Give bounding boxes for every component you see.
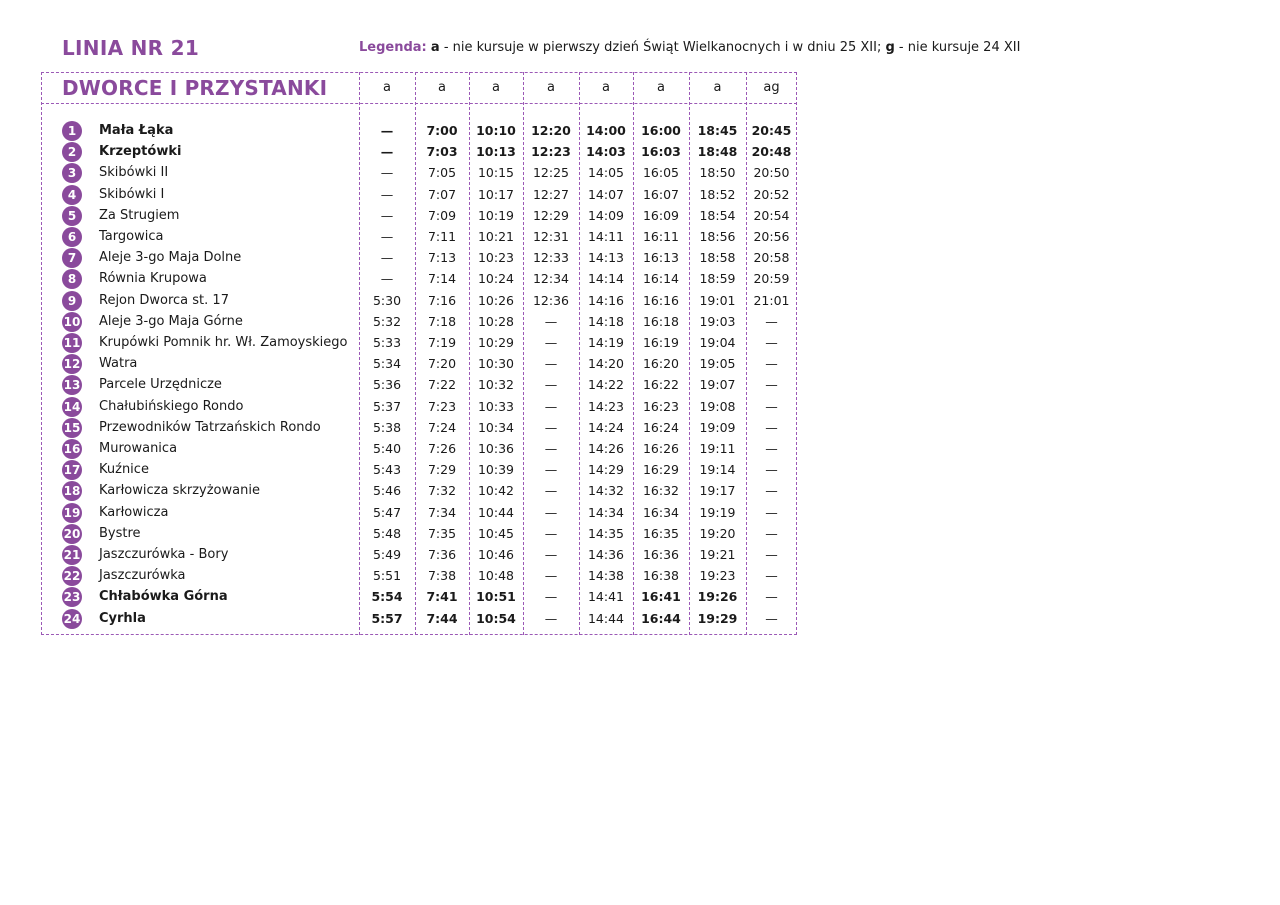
departure-time: 12:34 <box>532 271 570 286</box>
departure-time: 10:26 <box>477 293 515 308</box>
legend-desc-a: - nie kursuje w pierwszy dzień Świąt Wielkanocnych i w dniu 25 XII; <box>439 40 886 55</box>
departure-time: 10:29 <box>477 335 515 350</box>
departure-time: 5:49 <box>372 547 402 562</box>
departure-time: — <box>544 611 558 626</box>
departure-time: 10:15 <box>477 165 515 180</box>
departure-time: 18:54 <box>699 208 736 223</box>
departure-time: 16:44 <box>641 611 681 626</box>
departure-time: 7:19 <box>427 335 457 350</box>
stop-name: Parcele Urzędnicze <box>99 377 222 392</box>
departure-time: — <box>380 250 394 265</box>
departure-time: 19:07 <box>699 377 736 392</box>
column-header: a <box>657 80 665 95</box>
departure-time: — <box>765 420 778 435</box>
table-row <box>0 587 800 608</box>
stop-name: Cyrhla <box>99 611 146 626</box>
departure-time: 19:09 <box>699 420 736 435</box>
departure-time: 5:57 <box>371 611 403 626</box>
departure-time: 16:26 <box>642 441 680 456</box>
departure-time: — <box>380 123 394 138</box>
departure-time: — <box>544 356 558 371</box>
departure-time: 16:05 <box>642 165 680 180</box>
departure-time: 10:13 <box>476 144 516 159</box>
departure-time: 19:05 <box>699 356 736 371</box>
stop-number-badge: 11 <box>62 333 82 353</box>
departure-time: 18:45 <box>697 123 738 138</box>
table-header-title: DWORCE I PRZYSTANKI <box>62 76 328 100</box>
stop-number-badge: 9 <box>62 291 82 311</box>
departure-time: 5:38 <box>372 420 402 435</box>
departure-time: 16:22 <box>642 377 680 392</box>
column-header: ag <box>763 80 780 95</box>
departure-time: — <box>544 547 558 562</box>
departure-time: — <box>765 356 778 371</box>
departure-time: — <box>544 314 558 329</box>
stop-name: Aleje 3-go Maja Górne <box>99 314 243 329</box>
table-row <box>0 481 800 502</box>
departure-time: 10:45 <box>477 526 515 541</box>
departure-time: 14:07 <box>587 187 625 202</box>
stop-name: Skibówki II <box>99 165 169 180</box>
table-row <box>0 524 800 545</box>
table-row <box>0 227 800 248</box>
departure-time: 18:59 <box>699 271 736 286</box>
table-row <box>0 312 800 333</box>
departure-time: 19:21 <box>699 547 736 562</box>
stop-name: Za Strugiem <box>99 208 180 223</box>
departure-time: — <box>380 208 394 223</box>
departure-time: — <box>544 462 558 477</box>
stop-name: Murowanica <box>99 441 178 456</box>
departure-time: — <box>765 547 778 562</box>
departure-time: 14:24 <box>587 420 625 435</box>
table-row <box>0 545 800 566</box>
departure-time: 16:24 <box>642 420 680 435</box>
legend <box>359 40 1020 55</box>
stop-name: Mała Łąka <box>99 123 174 138</box>
departure-time: — <box>765 377 778 392</box>
departure-time: 10:19 <box>477 208 515 223</box>
departure-time: 12:36 <box>532 293 570 308</box>
stop-number-badge: 14 <box>62 397 82 417</box>
legend-key-g: g <box>885 40 895 55</box>
departure-time: 14:22 <box>587 377 625 392</box>
stop-name: Rejon Dworca st. 17 <box>99 293 229 308</box>
departure-time: 16:36 <box>642 547 680 562</box>
departure-time: — <box>544 526 558 541</box>
departure-time: 5:30 <box>372 293 402 308</box>
departure-time: 10:51 <box>476 589 516 604</box>
table-row <box>0 503 800 524</box>
departure-time: 16:09 <box>642 208 680 223</box>
departure-time: 7:34 <box>427 505 457 520</box>
table-row <box>0 609 800 630</box>
departure-time: 16:23 <box>642 399 680 414</box>
departure-time: — <box>380 165 394 180</box>
departure-time: 16:19 <box>642 335 680 350</box>
departure-time: — <box>765 483 778 498</box>
departure-time: — <box>765 462 778 477</box>
departure-time: 10:23 <box>477 250 515 265</box>
departure-time: 12:31 <box>532 229 570 244</box>
stop-name: Jaszczurówka <box>99 568 186 583</box>
stop-name: Równia Krupowa <box>99 271 207 286</box>
departure-time: 14:20 <box>587 356 625 371</box>
departure-time: 5:36 <box>372 377 402 392</box>
departure-time: 10:30 <box>477 356 515 371</box>
table-row <box>0 354 800 375</box>
departure-time: 19:03 <box>699 314 736 329</box>
departure-time: 10:33 <box>477 399 515 414</box>
departure-time: 7:41 <box>426 589 458 604</box>
departure-time: 16:35 <box>642 526 680 541</box>
header-divider <box>41 103 797 104</box>
table-row <box>0 185 800 206</box>
departure-time: 20:48 <box>751 144 792 159</box>
legend-key-a: a <box>430 40 440 55</box>
departure-time: 14:38 <box>587 568 625 583</box>
departure-time: 12:23 <box>531 144 571 159</box>
stop-number-badge: 21 <box>62 545 82 565</box>
departure-time: 14:11 <box>587 229 625 244</box>
departure-time: 18:58 <box>699 250 736 265</box>
column-header: a <box>383 80 391 95</box>
departure-time: 7:22 <box>427 377 457 392</box>
departure-time: 14:14 <box>587 271 625 286</box>
departure-time: 10:36 <box>477 441 515 456</box>
stop-number-badge: 20 <box>62 524 82 544</box>
departure-time: — <box>765 335 778 350</box>
departure-time: 10:46 <box>477 547 515 562</box>
stop-name: Krzeptówki <box>99 144 182 159</box>
table-row <box>0 439 800 460</box>
departure-time: — <box>765 441 778 456</box>
departure-time: 5:46 <box>372 483 402 498</box>
table-row <box>0 418 800 439</box>
departure-time: 12:27 <box>532 187 570 202</box>
departure-time: 5:34 <box>372 356 402 371</box>
departure-time: 10:28 <box>477 314 515 329</box>
departure-time: 20:59 <box>753 271 790 286</box>
departure-time: 7:26 <box>427 441 457 456</box>
departure-time: 14:05 <box>587 165 625 180</box>
departure-time: 7:29 <box>427 462 457 477</box>
departure-time: 16:32 <box>642 483 680 498</box>
table-row <box>0 248 800 269</box>
departure-time: — <box>765 399 778 414</box>
table-row <box>0 121 800 142</box>
column-header: a <box>438 80 446 95</box>
departure-time: 16:16 <box>642 293 680 308</box>
legend-label: Legenda: <box>359 40 427 55</box>
departure-time: 19:17 <box>699 483 736 498</box>
departure-time: 7:23 <box>427 399 457 414</box>
stop-number-badge: 3 <box>62 163 82 183</box>
departure-time: 14:23 <box>587 399 625 414</box>
stop-number-badge: 16 <box>62 439 82 459</box>
departure-time: 20:45 <box>751 123 792 138</box>
departure-time: 10:54 <box>476 611 516 626</box>
stop-number-badge: 18 <box>62 481 82 501</box>
departure-time: 19:29 <box>697 611 738 626</box>
stop-number-badge: 15 <box>62 418 82 438</box>
departure-time: 10:17 <box>477 187 515 202</box>
stop-number-badge: 10 <box>62 312 82 332</box>
departure-time: 19:26 <box>697 589 738 604</box>
table-row <box>0 566 800 587</box>
departure-time: — <box>765 568 778 583</box>
departure-time: 16:11 <box>642 229 680 244</box>
departure-time: — <box>380 144 394 159</box>
departure-time: 14:26 <box>587 441 625 456</box>
departure-time: 19:04 <box>699 335 736 350</box>
stop-number-badge: 13 <box>62 375 82 395</box>
stop-name: Karłowicza <box>99 505 169 520</box>
departure-time: 5:32 <box>372 314 402 329</box>
departure-time: — <box>380 271 394 286</box>
stop-number-badge: 5 <box>62 206 82 226</box>
stop-name: Przewodników Tatrzańskich Rondo <box>99 420 321 435</box>
column-header: a <box>713 80 722 95</box>
departure-time: 7:13 <box>427 250 457 265</box>
departure-time: 12:20 <box>531 123 571 138</box>
stop-name: Krupówki Pomnik hr. Wł. Zamoyskiego <box>99 335 348 350</box>
table-row <box>0 333 800 354</box>
departure-time: 19:01 <box>699 293 736 308</box>
table-row <box>0 206 800 227</box>
departure-time: — <box>544 377 558 392</box>
departure-time: 10:24 <box>477 271 515 286</box>
stop-name: Kuźnice <box>99 462 149 477</box>
departure-time: 14:00 <box>586 123 626 138</box>
departure-time: 12:29 <box>532 208 570 223</box>
departure-time: 16:41 <box>641 589 681 604</box>
stop-number-badge: 6 <box>62 227 82 247</box>
departure-time: 7:24 <box>427 420 457 435</box>
departure-time: 14:36 <box>587 547 625 562</box>
departure-time: 19:08 <box>699 399 736 414</box>
departure-time: 16:07 <box>642 187 680 202</box>
stop-name: Chałubińskiego Rondo <box>99 399 244 414</box>
departure-time: 16:34 <box>642 505 680 520</box>
departure-time: 14:18 <box>587 314 625 329</box>
departure-time: 16:38 <box>642 568 680 583</box>
departure-time: 14:41 <box>587 589 625 604</box>
column-header: a <box>492 80 500 95</box>
departure-time: 16:13 <box>642 250 680 265</box>
column-header: a <box>602 80 610 95</box>
column-header: a <box>547 80 555 95</box>
departure-time: 7:03 <box>426 144 458 159</box>
departure-time: 19:14 <box>699 462 736 477</box>
table-row <box>0 375 800 396</box>
departure-time: 21:01 <box>753 293 790 308</box>
departure-time: 14:19 <box>587 335 625 350</box>
departure-time: 12:25 <box>532 165 570 180</box>
departure-time: 5:48 <box>372 526 402 541</box>
departure-time: 10:39 <box>477 462 515 477</box>
departure-time: 20:52 <box>753 187 790 202</box>
stop-name: Karłowicza skrzyżowanie <box>99 483 260 498</box>
departure-time: 7:11 <box>427 229 457 244</box>
departure-time: 16:14 <box>642 271 680 286</box>
departure-time: 20:50 <box>753 165 790 180</box>
stop-number-badge: 17 <box>62 460 82 480</box>
departure-time: 7:05 <box>427 165 457 180</box>
departure-time: 5:40 <box>372 441 402 456</box>
stop-name: Chłabówka Górna <box>99 589 228 604</box>
departure-time: — <box>380 187 394 202</box>
departure-time: 7:35 <box>427 526 457 541</box>
departure-time: 5:37 <box>372 399 402 414</box>
stop-number-badge: 12 <box>62 354 82 374</box>
table-row <box>0 397 800 418</box>
stop-name: Bystre <box>99 526 141 541</box>
stop-name: Jaszczurówka - Bory <box>99 547 229 562</box>
departure-time: 14:44 <box>587 611 625 626</box>
stop-number-badge: 4 <box>62 185 82 205</box>
departure-time: 5:54 <box>371 589 403 604</box>
stop-name: Skibówki I <box>99 187 165 202</box>
stop-name: Aleje 3-go Maja Dolne <box>99 250 242 265</box>
departure-time: 19:23 <box>699 568 736 583</box>
departure-time: — <box>544 335 558 350</box>
departure-time: — <box>544 505 558 520</box>
departure-time: 19:11 <box>699 441 736 456</box>
table-row <box>0 163 800 184</box>
legend-desc-g: - nie kursuje 24 XII <box>894 40 1021 55</box>
departure-time: 14:29 <box>587 462 625 477</box>
stop-name: Targowica <box>99 229 164 244</box>
departure-time: 10:10 <box>476 123 516 138</box>
departure-time: 16:29 <box>642 462 680 477</box>
stop-number-badge: 2 <box>62 142 82 162</box>
departure-time: 18:52 <box>699 187 736 202</box>
departure-time: 7:18 <box>427 314 457 329</box>
departure-time: 20:56 <box>753 229 790 244</box>
departure-time: 20:58 <box>753 250 790 265</box>
stop-number-badge: 24 <box>62 609 82 629</box>
departure-time: — <box>380 229 394 244</box>
departure-time: 18:50 <box>699 165 736 180</box>
table-row <box>0 460 800 481</box>
departure-time: 16:03 <box>641 144 681 159</box>
departure-time: 20:54 <box>753 208 790 223</box>
departure-time: — <box>765 611 778 626</box>
departure-time: 18:48 <box>697 144 738 159</box>
departure-time: — <box>765 526 778 541</box>
page-title: LINIA NR 21 <box>62 36 200 60</box>
departure-time: — <box>544 420 558 435</box>
departure-time: — <box>765 505 778 520</box>
stop-number-badge: 23 <box>62 587 82 607</box>
departure-time: — <box>544 589 558 604</box>
departure-time: 10:34 <box>477 420 515 435</box>
departure-time: — <box>544 399 558 414</box>
departure-time: 5:33 <box>372 335 402 350</box>
stop-number-badge: 7 <box>62 248 82 268</box>
departure-time: 10:48 <box>477 568 515 583</box>
stop-number-badge: 1 <box>62 121 82 141</box>
departure-time: 14:13 <box>587 250 625 265</box>
departure-time: 18:56 <box>699 229 736 244</box>
departure-time: 14:32 <box>587 483 625 498</box>
departure-time: 16:20 <box>642 356 680 371</box>
departure-time: 5:51 <box>372 568 402 583</box>
departure-time: — <box>765 314 778 329</box>
table-row <box>0 291 800 312</box>
departure-time: 7:32 <box>427 483 457 498</box>
departure-time: 7:09 <box>427 208 457 223</box>
departure-time: 10:32 <box>477 377 515 392</box>
departure-time: 16:00 <box>641 123 681 138</box>
departure-time: 7:07 <box>427 187 457 202</box>
departure-time: — <box>765 589 778 604</box>
departure-time: 19:20 <box>699 526 736 541</box>
departure-time: 12:33 <box>532 250 570 265</box>
departure-time: 14:34 <box>587 505 625 520</box>
departure-time: 7:14 <box>427 271 457 286</box>
departure-time: 14:35 <box>587 526 625 541</box>
departure-time: 14:03 <box>586 144 626 159</box>
departure-time: 10:44 <box>477 505 515 520</box>
stop-number-badge: 19 <box>62 503 82 523</box>
table-row <box>0 142 800 163</box>
departure-time: 7:16 <box>427 293 457 308</box>
departure-time: 7:36 <box>427 547 457 562</box>
departure-time: 10:21 <box>477 229 515 244</box>
departure-time: 14:09 <box>587 208 625 223</box>
departure-time: — <box>544 568 558 583</box>
departure-time: 14:16 <box>587 293 625 308</box>
table-row <box>0 269 800 290</box>
departure-time: 5:43 <box>372 462 402 477</box>
departure-time: — <box>544 441 558 456</box>
departure-time: 7:20 <box>427 356 457 371</box>
departure-time: 7:38 <box>427 568 457 583</box>
departure-time: 5:47 <box>372 505 402 520</box>
departure-time: — <box>544 483 558 498</box>
stop-number-badge: 8 <box>62 269 82 289</box>
stop-number-badge: 22 <box>62 566 82 586</box>
departure-time: 7:00 <box>426 123 458 138</box>
stop-name: Watra <box>99 356 138 371</box>
departure-time: 16:18 <box>642 314 680 329</box>
departure-time: 10:42 <box>477 483 515 498</box>
departure-time: 19:19 <box>699 505 736 520</box>
departure-time: 7:44 <box>426 611 458 626</box>
